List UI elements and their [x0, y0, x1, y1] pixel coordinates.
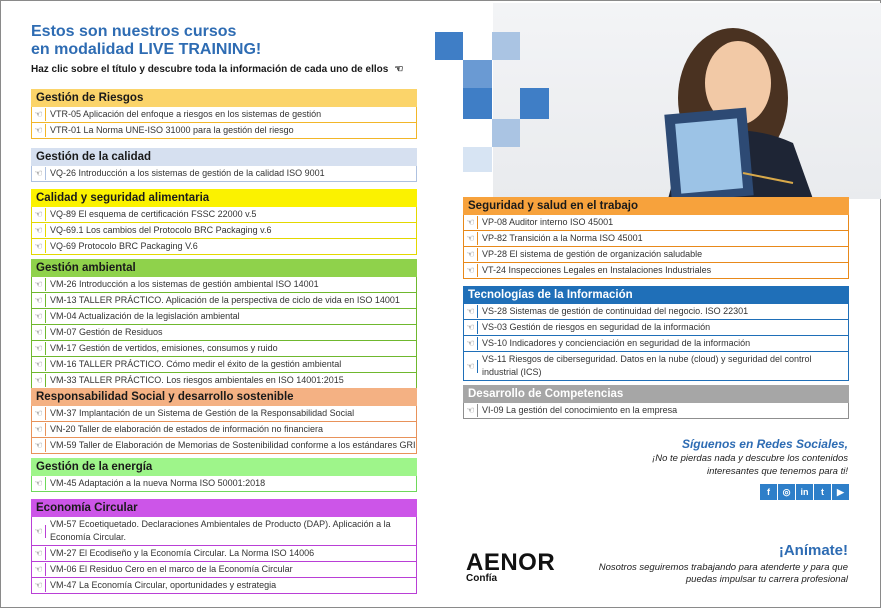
decorative-square [520, 88, 549, 119]
aenor-logo: AENOR Confía [466, 549, 556, 584]
youtube-icon[interactable]: ▶ [832, 484, 849, 500]
pointing-hand-icon: ☜ [32, 477, 46, 490]
course-section [31, 189, 417, 255]
section-title: Calidad y seguridad alimentaria [31, 189, 417, 207]
course-link[interactable] [31, 406, 417, 422]
linkedin-icon[interactable]: in [796, 484, 813, 500]
section-title: Economía Circular [31, 499, 417, 517]
pointing-hand-icon: ☜ [32, 547, 46, 560]
decorative-square [463, 60, 492, 88]
pointing-hand-icon: ☜ [32, 326, 46, 339]
section-title: Responsabilidad Social y desarrollo sostenible [31, 388, 417, 406]
decorative-square [492, 32, 520, 60]
course-link[interactable] [31, 293, 417, 309]
course-link[interactable] [31, 207, 417, 223]
course-section [31, 388, 417, 454]
course-title[interactable]: VT-24 Inspecciones Legales en Instalaciones Industriales [482, 265, 712, 275]
pointing-hand-icon: ☜ [32, 208, 46, 221]
course-section [31, 499, 417, 594]
pointing-hand-icon: ☜ [32, 374, 46, 387]
social-title: Síguenos en Redes Sociales, [681, 437, 848, 451]
social-text: ¡No te pierdas nada y descubre los contenidos interesantes que tenemos para ti! [652, 453, 848, 477]
course-link[interactable] [31, 309, 417, 325]
course-title[interactable]: VN-20 Taller de elaboración de estados de información no financiera [50, 424, 324, 434]
course-link[interactable] [31, 277, 417, 293]
closing-text: Nosotros seguiremos trabajando para atenderte y para que puedas impulsar tu carrera profesional [598, 562, 848, 585]
course-link[interactable] [31, 341, 417, 357]
closing-title: ¡Anímate! [778, 542, 848, 559]
pointing-hand-icon: ☜ [32, 310, 46, 323]
social-icons [760, 484, 849, 500]
course-link[interactable] [31, 123, 417, 139]
course-title[interactable]: VQ-69 Protocolo BRC Packaging V.6 [50, 241, 198, 251]
course-title[interactable]: VM-57 Ecoetiquetado. Declaraciones Ambientales de Producto (DAP). Aplicación a la Economía Circular. [50, 519, 391, 542]
course-link[interactable] [31, 325, 417, 341]
course-link[interactable] [31, 223, 417, 239]
pointing-hand-icon: ☜ [32, 342, 46, 355]
course-title[interactable]: VTR-01 La Norma UNE-ISO 31000 para la gestión del riesgo [50, 125, 294, 135]
course-link[interactable] [463, 336, 849, 352]
course-title[interactable]: VP-28 El sistema de gestión de organización saludable [482, 249, 703, 259]
course-link[interactable] [31, 546, 417, 562]
facebook-icon[interactable]: f [760, 484, 777, 500]
course-title[interactable]: VM-16 TALLER PRÁCTICO. Cómo medir el éxito de la gestión ambiental [50, 359, 342, 369]
instagram-icon[interactable]: ◎ [778, 484, 795, 500]
course-title[interactable]: VM-04 Actualización de la legislación ambiental [50, 311, 240, 321]
course-link[interactable] [463, 231, 849, 247]
decorative-square [435, 32, 463, 60]
section-title: Gestión de Riesgos [31, 89, 417, 107]
woman-holding-folder-illustration [493, 3, 881, 199]
decorative-square [463, 147, 492, 172]
pointing-hand-icon: ☜ [464, 321, 478, 334]
course-title[interactable]: VM-59 Taller de Elaboración de Memorias de Sostenibilidad conforme a los estándares GRI [50, 440, 416, 450]
page-subtitle: Haz clic sobre el título y descubre toda la información de cada uno de ellos ☜ [31, 64, 404, 75]
course-link[interactable] [31, 373, 417, 389]
course-link[interactable] [463, 304, 849, 320]
section-title: Gestión de la energía [31, 458, 417, 476]
decorative-square [463, 88, 492, 119]
course-link[interactable] [463, 263, 849, 279]
pointing-hand-icon: ☜ [464, 337, 478, 350]
course-link[interactable] [31, 166, 417, 182]
decorative-square [492, 119, 520, 147]
pointing-hand-icon: ☜ [32, 124, 46, 137]
course-title[interactable]: VQ-26 Introducción a los sistemas de gestión de la calidad ISO 9001 [50, 168, 325, 178]
section-title: Gestión ambiental [31, 259, 417, 277]
course-link[interactable] [31, 476, 417, 492]
section-title: Seguridad y salud en el trabajo [463, 197, 849, 215]
course-title[interactable]: VQ-89 El esquema de certificación FSSC 22000 v.5 [50, 209, 257, 219]
pointing-hand-icon: ☜ [32, 224, 46, 237]
course-link[interactable] [31, 562, 417, 578]
course-title[interactable]: VS-03 Gestión de riesgos en seguridad de la información [482, 322, 711, 332]
course-title[interactable]: VM-27 El Ecodiseño y la Economía Circular. La Norma ISO 14006 [50, 548, 315, 558]
pointing-hand-icon: ☜ [32, 358, 46, 371]
course-title[interactable]: VM-07 Gestión de Residuos [50, 327, 163, 337]
pointing-hand-icon: ☜ [32, 579, 46, 592]
pointing-hand-icon: ☜ [464, 404, 478, 417]
course-title[interactable]: VS-11 Riesgos de ciberseguridad. Datos en la nube (cloud) y seguridad del control industrial (ICS) [482, 354, 812, 377]
course-link[interactable] [463, 247, 849, 263]
course-title[interactable]: VM-45 Adaptación a la nueva Norma ISO 50001:2018 [50, 478, 266, 488]
pointing-hand-icon: ☜ [32, 525, 46, 538]
course-link[interactable] [31, 357, 417, 373]
section-title: Gestión de la calidad [31, 148, 417, 166]
course-link[interactable] [31, 517, 417, 546]
pointing-hand-icon: ☜ [32, 167, 46, 180]
course-title[interactable]: VQ-69.1 Los cambios del Protocolo BRC Packaging v.6 [50, 225, 272, 235]
course-title[interactable]: VM-33 TALLER PRÁCTICO. Los riesgos ambientales en ISO 14001:2015 [50, 375, 344, 385]
pointing-hand-icon: ☜ [464, 232, 478, 245]
pointing-hand-icon: ☜ [32, 294, 46, 307]
course-link[interactable] [463, 320, 849, 336]
hero-photo [493, 3, 881, 199]
course-title[interactable]: VM-37 Implantación de un Sistema de Gestión de la Responsabilidad Social [50, 408, 355, 418]
course-title[interactable]: VP-82 Transición a la Norma ISO 45001 [482, 233, 643, 243]
section-title: Tecnologías de la Información [463, 286, 849, 304]
course-link[interactable] [463, 215, 849, 231]
course-title[interactable]: VM-26 Introducción a los sistemas de gestión ambiental ISO 14001 [50, 279, 319, 289]
course-section [463, 197, 849, 279]
pointing-hand-icon: ☜ [32, 278, 46, 291]
section-title: Desarrollo de Competencias [463, 385, 849, 403]
pointing-hand-icon: ☜ [32, 407, 46, 420]
course-section [31, 259, 417, 389]
course-link[interactable] [31, 422, 417, 438]
course-link[interactable] [31, 239, 417, 255]
course-link[interactable] [463, 403, 849, 419]
course-section [463, 385, 849, 419]
course-title[interactable]: VS-28 Sistemas de gestión de continuidad del negocio. ISO 22301 [482, 306, 749, 316]
course-section [31, 458, 417, 492]
course-section [31, 148, 417, 182]
course-link[interactable] [31, 578, 417, 594]
pointing-hand-icon: ☜ [32, 439, 46, 452]
pointing-hand-icon: ☜ [32, 423, 46, 436]
course-section [463, 286, 849, 381]
course-link[interactable] [463, 352, 849, 381]
course-title[interactable]: VM-47 La Economía Circular, oportunidades y estrategia [50, 580, 277, 590]
course-title[interactable]: VI-09 La gestión del conocimiento en la empresa [482, 405, 678, 415]
pointing-hand-icon: ☜ [464, 305, 478, 318]
course-title[interactable]: VS-10 Indicadores y concienciación en seguridad de la información [482, 338, 751, 348]
pointing-hand-icon: ☜ [394, 64, 404, 75]
course-title[interactable]: VM-17 Gestión de vertidos, emisiones, consumos y ruido [50, 343, 278, 353]
pointing-hand-icon: ☜ [32, 108, 46, 121]
course-title[interactable]: VTR-05 Aplicación del enfoque a riesgos en los sistemas de gestión [50, 109, 322, 119]
course-section [31, 89, 417, 139]
course-link[interactable] [31, 107, 417, 123]
course-title[interactable]: VM-13 TALLER PRÁCTICO. Aplicación de la perspectiva de ciclo de vida en ISO 14001 [50, 295, 400, 305]
pointing-hand-icon: ☜ [464, 248, 478, 261]
pointing-hand-icon: ☜ [464, 360, 478, 373]
course-title[interactable]: VM-06 El Residuo Cero en el marco de la Economía Circular [50, 564, 293, 574]
twitter-icon[interactable]: t [814, 484, 831, 500]
pointing-hand-icon: ☜ [32, 240, 46, 253]
course-link[interactable] [31, 438, 417, 454]
course-title[interactable]: VP-08 Auditor interno ISO 45001 [482, 217, 614, 227]
pointing-hand-icon: ☜ [464, 216, 478, 229]
pointing-hand-icon: ☜ [464, 264, 478, 277]
page-title: Estos son nuestros cursos en modalidad LIVE TRAINING! [31, 23, 262, 58]
pointing-hand-icon: ☜ [32, 563, 46, 576]
